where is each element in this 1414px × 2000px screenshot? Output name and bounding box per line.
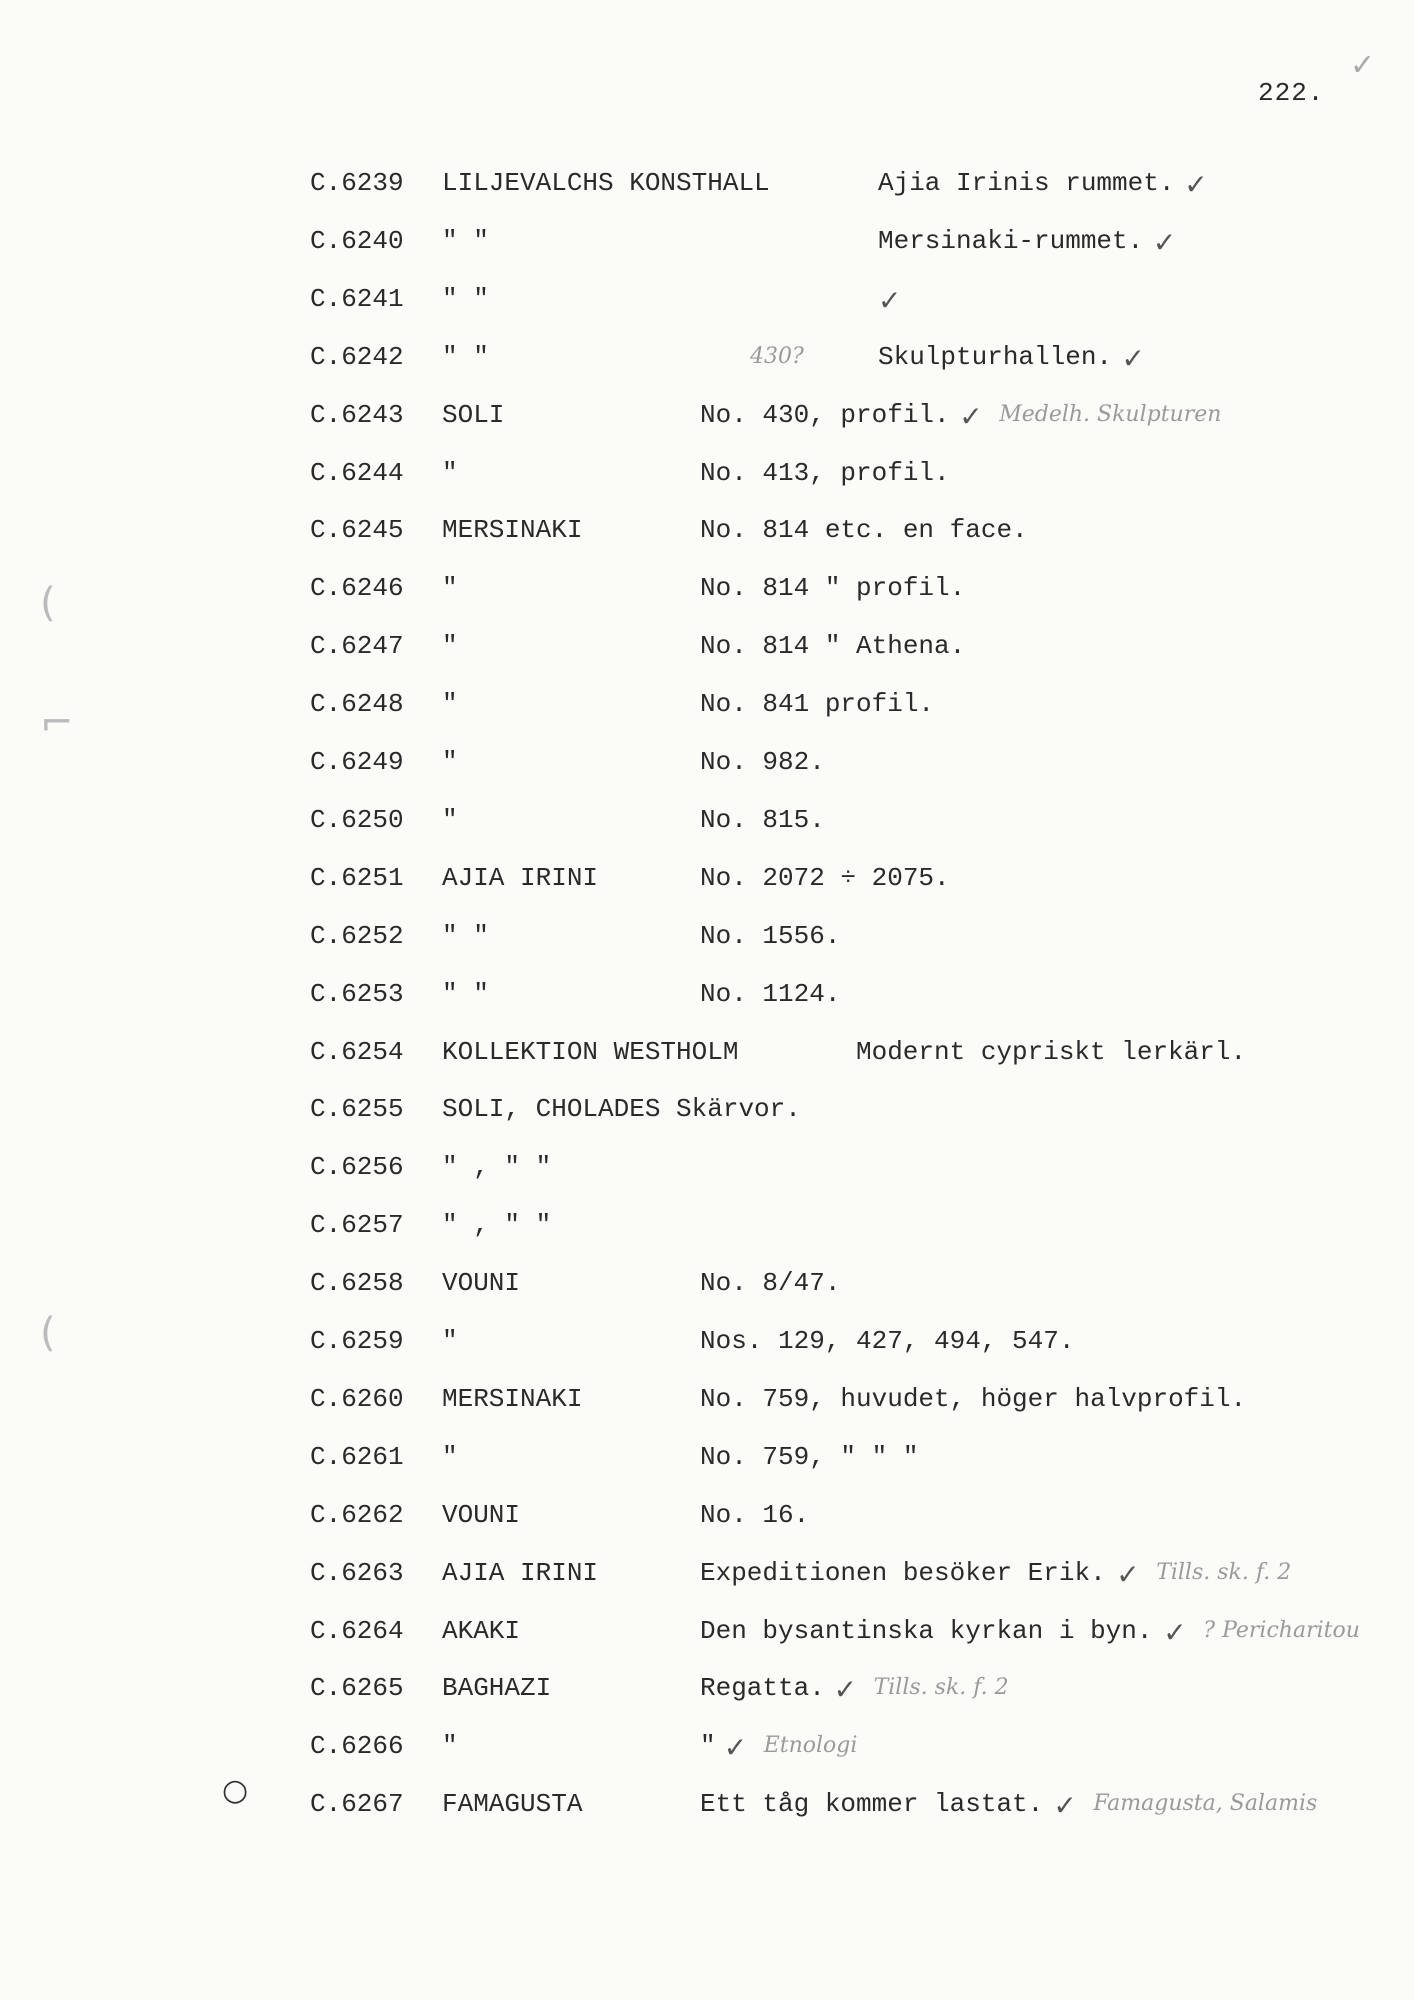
photo-description: " xyxy=(700,1731,716,1761)
photo-description: Den bysantinska kyrkan i byn. xyxy=(700,1616,1153,1646)
photo-description: No. 430, profil. xyxy=(700,400,950,430)
site-name: KOLLEKTION WESTHOLM xyxy=(442,1037,739,1067)
site-name: " xyxy=(442,458,458,488)
list-item xyxy=(0,226,1414,266)
catalog-code: C.6256 xyxy=(310,1152,404,1182)
site-name: LILJEVALCHS KONSTHALL xyxy=(442,168,770,198)
list-item xyxy=(0,1037,1414,1077)
check-mark-icon: ✓ xyxy=(1116,1558,1140,1591)
catalog-code: C.6244 xyxy=(310,458,404,488)
list-item xyxy=(0,1326,1414,1366)
margin-hole-mark: ( xyxy=(40,1310,56,1356)
site-name: " , " " xyxy=(442,1210,552,1240)
list-item xyxy=(0,573,1414,613)
catalog-code: C.6241 xyxy=(310,284,404,314)
list-item xyxy=(0,1616,1414,1656)
catalog-code: C.6264 xyxy=(310,1616,404,1646)
catalog-code: C.6239 xyxy=(310,168,404,198)
catalog-code: C.6252 xyxy=(310,921,404,951)
photo-description: Expeditionen besöker Erik. xyxy=(700,1558,1106,1588)
catalog-code: C.6260 xyxy=(310,1384,404,1414)
site-name: " xyxy=(442,631,458,661)
photo-description: Modernt cypriskt lerkärl. xyxy=(856,1037,1247,1067)
circle-margin-mark: ○ xyxy=(222,1773,249,1808)
list-item xyxy=(0,1210,1414,1250)
site-name: " xyxy=(442,1731,458,1761)
catalog-code: C.6240 xyxy=(310,226,404,256)
list-item xyxy=(0,689,1414,729)
list-item xyxy=(0,747,1414,787)
site-name: " xyxy=(442,805,458,835)
handwritten-note: Famagusta, Salamis xyxy=(1093,1791,1318,1816)
photo-description: No. 8/47. xyxy=(700,1268,841,1298)
list-item xyxy=(0,342,1414,382)
site-name: " xyxy=(442,747,458,777)
catalog-code: C.6267 xyxy=(310,1789,404,1819)
photo-description: Skulpturhallen. xyxy=(878,342,1113,372)
site-name: " , " " xyxy=(442,1152,552,1182)
catalog-code: C.6245 xyxy=(310,515,404,545)
list-item xyxy=(0,1500,1414,1540)
check-mark-icon: ✓ xyxy=(1163,1616,1187,1649)
photo-description: No. 814 etc. en face. xyxy=(700,515,1028,545)
photo-description: No. 814 " Athena. xyxy=(700,631,966,661)
site-name: BAGHAZI xyxy=(442,1673,552,1703)
site-name: VOUNI xyxy=(442,1500,521,1530)
photo-description: Mersinaki-rummet. xyxy=(878,226,1144,256)
photo-description: No. 759, " " " xyxy=(700,1442,919,1472)
check-mark-icon: ✓ xyxy=(1053,1789,1077,1822)
margin-hole-mark: ⌐ xyxy=(40,700,74,746)
catalog-code: C.6265 xyxy=(310,1673,404,1703)
site-name: MERSINAKI xyxy=(442,1384,583,1414)
catalog-code: C.6250 xyxy=(310,805,404,835)
catalog-code: C.6258 xyxy=(310,1268,404,1298)
photo-description: Ett tåg kommer lastat. xyxy=(700,1789,1044,1819)
site-name: " xyxy=(442,1326,458,1356)
catalog-code: C.6243 xyxy=(310,400,404,430)
photo-description: No. 1556. xyxy=(700,921,841,951)
photo-description: Ajia Irinis rummet. xyxy=(878,168,1175,198)
handwritten-note: Etnologi xyxy=(763,1733,858,1758)
list-item xyxy=(0,1268,1414,1308)
corner-check-mark: ✓ xyxy=(1350,48,1376,83)
site-name: AJIA IRINI xyxy=(442,863,599,893)
catalog-code: C.6246 xyxy=(310,573,404,603)
catalog-code: C.6259 xyxy=(310,1326,404,1356)
list-item xyxy=(0,631,1414,671)
catalog-code: C.6242 xyxy=(310,342,404,372)
handwritten-note: Medelh. Skulpturen xyxy=(999,402,1222,427)
handwritten-note: 430? xyxy=(750,344,804,369)
catalog-code: C.6266 xyxy=(310,1731,404,1761)
list-item xyxy=(0,1673,1414,1713)
site-name: " " xyxy=(442,342,489,372)
site-name: " " xyxy=(442,226,489,256)
site-name: AJIA IRINI xyxy=(442,1558,599,1588)
photo-description: No. 16. xyxy=(700,1500,810,1530)
list-item xyxy=(0,515,1414,555)
check-mark-icon: ✓ xyxy=(1184,168,1208,201)
catalog-code: C.6247 xyxy=(310,631,404,661)
site-name: " xyxy=(442,689,458,719)
catalog-code: C.6253 xyxy=(310,979,404,1009)
photo-description: No. 1124. xyxy=(700,979,841,1009)
check-mark-icon: ✓ xyxy=(1152,226,1177,259)
photo-description: No. 413, profil. xyxy=(700,458,950,488)
catalog-code: C.6257 xyxy=(310,1210,404,1240)
photo-description: No. 814 " profil. xyxy=(700,573,966,603)
photo-description: No. 815. xyxy=(700,805,825,835)
list-item xyxy=(0,168,1414,208)
list-item xyxy=(0,921,1414,961)
photo-description: No. 841 profil. xyxy=(700,689,935,719)
photo-description: No. 982. xyxy=(700,747,825,777)
list-item xyxy=(0,458,1414,498)
list-item xyxy=(0,1094,1414,1134)
list-item xyxy=(0,1384,1414,1424)
site-name: " xyxy=(442,1442,458,1472)
site-name: " " xyxy=(442,921,489,951)
site-name: SOLI, CHOLADES Skärvor. xyxy=(442,1094,801,1124)
catalog-code: C.6254 xyxy=(310,1037,404,1067)
catalog-code: C.6263 xyxy=(310,1558,404,1588)
catalog-code: C.6248 xyxy=(310,689,404,719)
list-item xyxy=(0,805,1414,845)
list-item xyxy=(0,1442,1414,1482)
photo-description: Regatta. xyxy=(700,1673,825,1703)
site-name: " " xyxy=(442,284,489,314)
check-mark-icon: ✓ xyxy=(723,1731,748,1764)
catalog-code: C.6261 xyxy=(310,1442,404,1472)
margin-hole-mark: ( xyxy=(40,580,56,626)
page-number: 222. xyxy=(1258,78,1325,108)
handwritten-note: Tills. sk. f. 2 xyxy=(873,1675,1009,1700)
site-name: " " xyxy=(442,979,489,1009)
list-item xyxy=(0,1731,1414,1771)
list-item xyxy=(0,1789,1414,1829)
site-name: AKAKI xyxy=(442,1616,521,1646)
list-item xyxy=(0,400,1414,440)
check-mark-icon: ✓ xyxy=(833,1673,858,1706)
catalog-code: C.6262 xyxy=(310,1500,404,1530)
site-name: FAMAGUSTA xyxy=(442,1789,583,1819)
check-mark-icon: ✓ xyxy=(1121,342,1145,375)
site-name: MERSINAKI xyxy=(442,515,583,545)
catalog-code: C.6251 xyxy=(310,863,404,893)
list-item xyxy=(0,979,1414,1019)
photo-description: Nos. 129, 427, 494, 547. xyxy=(700,1326,1075,1356)
list-item xyxy=(0,1152,1414,1192)
site-name: VOUNI xyxy=(442,1268,521,1298)
catalog-code: C.6255 xyxy=(310,1094,404,1124)
check-mark-icon: ✓ xyxy=(959,400,983,433)
handwritten-note: ? Pericharitou xyxy=(1203,1618,1360,1643)
check-mark-icon: ✓ xyxy=(878,284,902,317)
list-item xyxy=(0,863,1414,903)
list-item xyxy=(0,1558,1414,1598)
photo-description: No. 2072 ÷ 2075. xyxy=(700,863,950,893)
catalog-code: C.6249 xyxy=(310,747,404,777)
handwritten-note: Tills. sk. f. 2 xyxy=(1156,1560,1292,1585)
site-name: SOLI xyxy=(442,400,505,430)
photo-description: No. 759, huvudet, höger halvprofil. xyxy=(700,1384,1247,1414)
list-item xyxy=(0,284,1414,324)
site-name: " xyxy=(442,573,458,603)
